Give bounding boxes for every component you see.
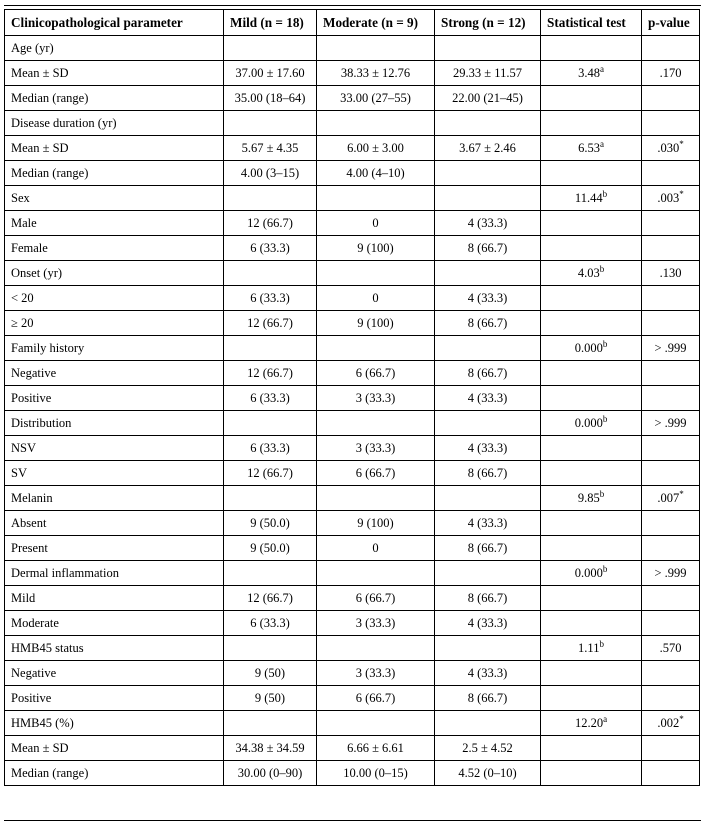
parameter-cell: Mean ± SD [5, 136, 224, 161]
significance-marker: * [679, 189, 684, 199]
p-value: .130 [659, 266, 682, 280]
p-value-cell [642, 36, 700, 61]
statistic-value: 9.85 [577, 491, 600, 505]
p-value-cell [642, 761, 700, 786]
moderate-cell: 6.00 ± 3.00 [317, 136, 435, 161]
mild-cell: 6 (33.3) [224, 386, 317, 411]
parameter-cell: Mild [5, 586, 224, 611]
parameter-cell: Onset (yr) [5, 261, 224, 286]
statistic-footnote-marker: b [599, 489, 605, 499]
statistic-footnote-marker: a [599, 64, 604, 74]
strong-cell [435, 336, 541, 361]
moderate-cell [317, 261, 435, 286]
moderate-cell [317, 711, 435, 736]
moderate-cell [317, 561, 435, 586]
moderate-cell [317, 111, 435, 136]
strong-cell [435, 411, 541, 436]
p-value-cell [642, 86, 700, 111]
table-row [5, 286, 700, 311]
table-row [5, 186, 700, 211]
statistical-test-cell [541, 511, 642, 536]
parameter-cell: Median (range) [5, 86, 224, 111]
statistic-value: 0.000 [574, 416, 603, 430]
statistic-footnote-marker: b [599, 639, 604, 649]
mild-cell: 30.00 (0–90) [224, 761, 317, 786]
parameter-cell: Age (yr) [5, 36, 224, 61]
mild-cell: 12 (66.7) [224, 586, 317, 611]
table-row [5, 211, 700, 236]
moderate-cell: 9 (100) [317, 511, 435, 536]
p-value-cell [642, 186, 700, 211]
statistical-test-cell [541, 186, 642, 211]
p-value-cell [642, 536, 700, 561]
p-value-cell [642, 386, 700, 411]
strong-cell: 8 (66.7) [435, 361, 541, 386]
statistical-test-cell [541, 561, 642, 586]
moderate-cell: 3 (33.3) [317, 661, 435, 686]
moderate-cell: 6 (66.7) [317, 461, 435, 486]
table-row [5, 761, 700, 786]
moderate-cell [317, 411, 435, 436]
statistical-test-cell [541, 236, 642, 261]
parameter-cell: Negative [5, 661, 224, 686]
p-value: > .999 [654, 566, 687, 580]
strong-cell: 8 (66.7) [435, 586, 541, 611]
mild-cell: 6 (33.3) [224, 236, 317, 261]
strong-cell [435, 161, 541, 186]
significance-marker: * [679, 489, 684, 499]
statistic-footnote-marker: b [602, 414, 608, 424]
strong-cell: 4 (33.3) [435, 436, 541, 461]
moderate-cell: 3 (33.3) [317, 611, 435, 636]
p-value-cell [642, 686, 700, 711]
strong-cell: 8 (66.7) [435, 311, 541, 336]
p-value-cell [642, 736, 700, 761]
moderate-cell: 33.00 (27–55) [317, 86, 435, 111]
p-value-cell [642, 261, 700, 286]
statistical-test-cell [541, 436, 642, 461]
table-row [5, 86, 700, 111]
mild-cell [224, 636, 317, 661]
strong-cell: 4 (33.3) [435, 386, 541, 411]
p-value-cell [642, 136, 700, 161]
moderate-cell: 4.00 (4–10) [317, 161, 435, 186]
table-row [5, 336, 700, 361]
moderate-cell: 0 [317, 536, 435, 561]
moderate-cell: 10.00 (0–15) [317, 761, 435, 786]
parameter-cell: Mean ± SD [5, 736, 224, 761]
parameter-cell: HMB45 (%) [5, 711, 224, 736]
mild-cell: 34.38 ± 34.59 [224, 736, 317, 761]
table-row [5, 586, 700, 611]
statistic-footnote-marker: b [602, 339, 608, 349]
statistic-value: 12.20 [574, 716, 604, 730]
parameter-cell: Present [5, 536, 224, 561]
statistic-value: 4.03 [577, 266, 600, 280]
statistic-footnote-marker: b [602, 189, 608, 199]
statistical-test-cell [541, 336, 642, 361]
strong-cell: 4 (33.3) [435, 611, 541, 636]
statistical-test-cell [541, 686, 642, 711]
strong-cell [435, 186, 541, 211]
table-row [5, 236, 700, 261]
table-row [5, 561, 700, 586]
mild-cell: 9 (50) [224, 661, 317, 686]
mild-cell [224, 261, 317, 286]
strong-cell: 4 (33.3) [435, 511, 541, 536]
strong-cell: 3.67 ± 2.46 [435, 136, 541, 161]
clinicopathological-table [4, 9, 700, 786]
p-value-cell [642, 286, 700, 311]
statistical-test-cell [541, 711, 642, 736]
statistical-test-cell [541, 636, 642, 661]
parameter-cell: Family history [5, 336, 224, 361]
table-row [5, 61, 700, 86]
parameter-cell: Positive [5, 386, 224, 411]
moderate-cell [317, 486, 435, 511]
header-parameter: Clinicopathological parameter [5, 10, 224, 36]
moderate-cell: 0 [317, 211, 435, 236]
parameter-cell: Moderate [5, 611, 224, 636]
parameter-cell: Sex [5, 186, 224, 211]
table-row [5, 511, 700, 536]
p-value: > .999 [654, 341, 687, 355]
strong-cell [435, 261, 541, 286]
p-value-cell [642, 486, 700, 511]
statistical-test-cell [541, 611, 642, 636]
significance-marker: * [679, 139, 684, 149]
moderate-cell: 3 (33.3) [317, 436, 435, 461]
strong-cell: 2.5 ± 4.52 [435, 736, 541, 761]
mild-cell: 6 (33.3) [224, 286, 317, 311]
strong-cell: 4.52 (0–10) [435, 761, 541, 786]
statistic-footnote-marker: b [602, 564, 608, 574]
statistic-value: 3.48 [578, 66, 600, 80]
moderate-cell [317, 336, 435, 361]
mild-cell: 12 (66.7) [224, 461, 317, 486]
parameter-cell: < 20 [5, 286, 224, 311]
parameter-cell: Median (range) [5, 161, 224, 186]
strong-cell: 29.33 ± 11.57 [435, 61, 541, 86]
p-value-cell [642, 161, 700, 186]
table-row [5, 436, 700, 461]
statistical-test-cell [541, 61, 642, 86]
mild-cell: 12 (66.7) [224, 361, 317, 386]
strong-cell [435, 636, 541, 661]
table-row [5, 161, 700, 186]
table-header-row [5, 10, 700, 36]
statistical-test-cell [541, 211, 642, 236]
p-value: .002 [657, 716, 680, 730]
table-row [5, 686, 700, 711]
table-row [5, 136, 700, 161]
moderate-cell: 6 (66.7) [317, 586, 435, 611]
strong-cell: 8 (66.7) [435, 461, 541, 486]
statistical-test-cell [541, 86, 642, 111]
strong-cell [435, 561, 541, 586]
mild-cell [224, 411, 317, 436]
table-row [5, 311, 700, 336]
statistical-test-cell [541, 111, 642, 136]
statistical-test-cell [541, 411, 642, 436]
statistic-value: 0.000 [574, 566, 603, 580]
parameter-cell: NSV [5, 436, 224, 461]
statistical-test-cell [541, 461, 642, 486]
mild-cell: 4.00 (3–15) [224, 161, 317, 186]
table-row [5, 711, 700, 736]
mild-cell: 9 (50.0) [224, 511, 317, 536]
header-strong: Strong (n = 12) [435, 10, 541, 36]
statistic-value: 6.53 [578, 141, 600, 155]
statistical-test-cell [541, 761, 642, 786]
statistic-footnote-marker: a [599, 139, 604, 149]
statistical-test-cell [541, 261, 642, 286]
significance-marker: * [679, 714, 684, 724]
parameter-cell: Distribution [5, 411, 224, 436]
parameter-cell: Male [5, 211, 224, 236]
parameter-cell: SV [5, 461, 224, 486]
moderate-cell: 3 (33.3) [317, 386, 435, 411]
strong-cell: 4 (33.3) [435, 661, 541, 686]
statistical-test-cell [541, 136, 642, 161]
table-row [5, 661, 700, 686]
header-mild: Mild (n = 18) [224, 10, 317, 36]
mild-cell [224, 711, 317, 736]
table-row [5, 486, 700, 511]
statistical-test-cell [541, 386, 642, 411]
mild-cell: 9 (50.0) [224, 536, 317, 561]
mild-cell: 12 (66.7) [224, 311, 317, 336]
statistic-value: 11.44 [574, 191, 603, 205]
table-row [5, 736, 700, 761]
moderate-cell: 0 [317, 286, 435, 311]
statistical-test-cell [541, 661, 642, 686]
p-value-cell [642, 436, 700, 461]
p-value-cell [642, 61, 700, 86]
table-row [5, 111, 700, 136]
statistical-test-cell [541, 736, 642, 761]
p-value-cell [642, 511, 700, 536]
statistic-value: 0.000 [574, 341, 603, 355]
mild-cell: 9 (50) [224, 686, 317, 711]
p-value-cell [642, 461, 700, 486]
p-value-cell [642, 636, 700, 661]
strong-cell: 4 (33.3) [435, 211, 541, 236]
strong-cell: 22.00 (21–45) [435, 86, 541, 111]
header-p-value: p-value [642, 10, 700, 36]
p-value-cell [642, 236, 700, 261]
p-value-cell [642, 311, 700, 336]
top-rule [4, 5, 701, 6]
statistic-value: 1.11 [578, 641, 600, 655]
parameter-cell: Mean ± SD [5, 61, 224, 86]
table-row [5, 536, 700, 561]
statistic-footnote-marker: b [599, 264, 605, 274]
moderate-cell: 9 (100) [317, 311, 435, 336]
parameter-cell: HMB45 status [5, 636, 224, 661]
statistical-test-cell [541, 361, 642, 386]
mild-cell: 35.00 (18–64) [224, 86, 317, 111]
statistical-test-cell [541, 36, 642, 61]
moderate-cell [317, 636, 435, 661]
strong-cell: 8 (66.7) [435, 236, 541, 261]
table-row [5, 261, 700, 286]
mild-cell: 37.00 ± 17.60 [224, 61, 317, 86]
table-body [5, 36, 700, 786]
parameter-cell: Melanin [5, 486, 224, 511]
p-value-cell [642, 211, 700, 236]
mild-cell [224, 336, 317, 361]
p-value-cell [642, 586, 700, 611]
statistical-test-cell [541, 161, 642, 186]
mild-cell [224, 111, 317, 136]
parameter-cell: Negative [5, 361, 224, 386]
mild-cell [224, 486, 317, 511]
moderate-cell: 9 (100) [317, 236, 435, 261]
mild-cell [224, 186, 317, 211]
moderate-cell: 6 (66.7) [317, 686, 435, 711]
strong-cell: 8 (66.7) [435, 686, 541, 711]
bottom-rule [4, 820, 701, 821]
mild-cell: 6 (33.3) [224, 611, 317, 636]
strong-cell [435, 486, 541, 511]
moderate-cell [317, 36, 435, 61]
p-value: > .999 [654, 416, 687, 430]
mild-cell [224, 36, 317, 61]
p-value-cell [642, 336, 700, 361]
parameter-cell: Disease duration (yr) [5, 111, 224, 136]
strong-cell: 8 (66.7) [435, 536, 541, 561]
strong-cell [435, 111, 541, 136]
p-value-cell [642, 561, 700, 586]
table-row [5, 361, 700, 386]
header-statistical-test: Statistical test [541, 10, 642, 36]
p-value-cell [642, 111, 700, 136]
p-value: .007 [657, 491, 680, 505]
parameter-cell: Female [5, 236, 224, 261]
p-value-cell [642, 361, 700, 386]
table-row [5, 386, 700, 411]
statistic-footnote-marker: a [603, 714, 608, 724]
p-value: .570 [659, 641, 682, 655]
strong-cell: 4 (33.3) [435, 286, 541, 311]
mild-cell: 6 (33.3) [224, 436, 317, 461]
table-row [5, 411, 700, 436]
parameter-cell: Dermal inflammation [5, 561, 224, 586]
table-row [5, 611, 700, 636]
header-moderate: Moderate (n = 9) [317, 10, 435, 36]
table-row [5, 636, 700, 661]
parameter-cell: Median (range) [5, 761, 224, 786]
p-value-cell [642, 611, 700, 636]
statistical-test-cell [541, 486, 642, 511]
table-row [5, 461, 700, 486]
parameter-cell: Positive [5, 686, 224, 711]
moderate-cell [317, 186, 435, 211]
p-value-cell [642, 661, 700, 686]
strong-cell [435, 36, 541, 61]
p-value: .170 [659, 66, 682, 80]
p-value-cell [642, 411, 700, 436]
statistical-test-cell [541, 586, 642, 611]
p-value: .030 [657, 141, 680, 155]
mild-cell: 5.67 ± 4.35 [224, 136, 317, 161]
moderate-cell: 38.33 ± 12.76 [317, 61, 435, 86]
moderate-cell: 6 (66.7) [317, 361, 435, 386]
strong-cell [435, 711, 541, 736]
statistical-test-cell [541, 536, 642, 561]
mild-cell: 12 (66.7) [224, 211, 317, 236]
moderate-cell: 6.66 ± 6.61 [317, 736, 435, 761]
table-row [5, 36, 700, 61]
p-value-cell [642, 711, 700, 736]
mild-cell [224, 561, 317, 586]
statistical-test-cell [541, 311, 642, 336]
p-value: .003 [657, 191, 680, 205]
parameter-cell: ≥ 20 [5, 311, 224, 336]
statistical-test-cell [541, 286, 642, 311]
parameter-cell: Absent [5, 511, 224, 536]
